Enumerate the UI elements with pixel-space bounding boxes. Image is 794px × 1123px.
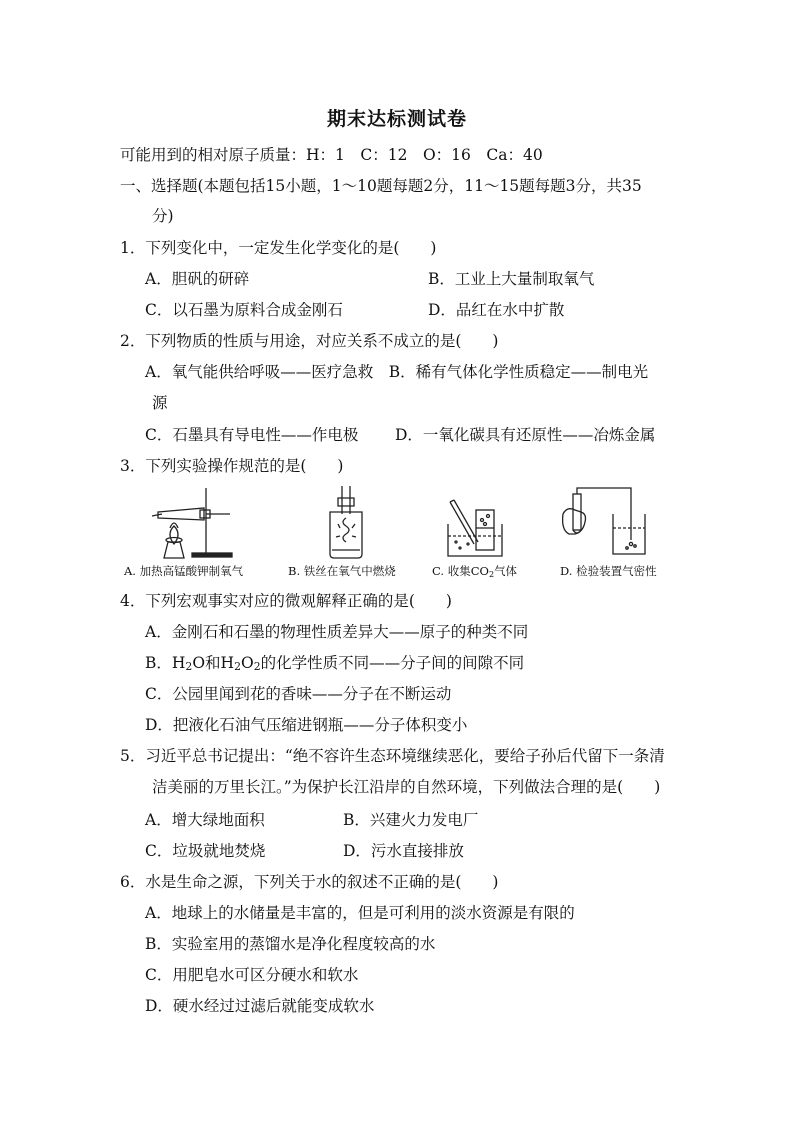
question-1-option-b: B．工业上大量制取氧气	[428, 270, 595, 288]
page-title: 期末达标测试卷	[326, 108, 467, 130]
question-1-option-c: C．以石墨为原料合成金刚石	[145, 301, 343, 319]
figure-a-caption: A. 加热高锰酸钾制氧气	[124, 564, 244, 578]
question-4-option-a: A．金刚石和石墨的物理性质差异大——原子的种类不同	[145, 623, 529, 641]
figure-d-airtightness-check	[555, 484, 655, 562]
question-6-option-b: B．实验室用的蒸馏水是净化程度较高的水	[145, 935, 436, 953]
question-5-option-b: B．兴建火力发电厂	[343, 811, 479, 829]
question-1-option-d: D．品红在水中扩散	[428, 301, 565, 319]
question-2-stem: 2．下列物质的性质与用途，对应关系不成立的是( )	[120, 332, 499, 350]
figure-a-heating-apparatus	[148, 484, 238, 562]
question-4-stem: 4．下列宏观事实对应的微观解释正确的是( )	[120, 592, 452, 610]
question-6-option-d: D．硬水经过过滤后就能变成软水	[145, 997, 375, 1015]
question-5-stem: 5．习近平总书记提出：“绝不容许生态环境继续恶化，要给子孙后代留下一条清	[120, 747, 665, 765]
figure-b-caption: B. 铁丝在氧气中燃烧	[288, 564, 396, 578]
question-6-option-c: C．用肥皂水可区分硬水和软水	[145, 966, 359, 984]
question-3-stem: 3．下列实验操作规范的是( )	[120, 457, 344, 475]
question-1-stem: 1．下列变化中，一定发生化学变化的是( )	[120, 239, 437, 257]
figure-c-gas-collection	[440, 484, 510, 562]
question-5-option-d: D．污水直接排放	[343, 842, 464, 860]
atomic-masses-note: 可能用到的相对原子质量：H：1 C：12 O：16 Ca：40	[120, 146, 543, 164]
question-5-option-c: C．垃圾就地焚烧	[145, 842, 266, 860]
question-2-option-c: C．石墨具有导电性——作电极	[145, 426, 359, 444]
question-1-option-a: A．胆矾的研碎	[145, 270, 250, 288]
question-4-option-d: D．把液化石油气压缩进钢瓶——分子体积变小	[145, 716, 468, 734]
question-6-option-a: A．地球上的水储量是丰富的，但是可利用的淡水资源是有限的	[145, 904, 575, 922]
question-6-stem: 6．水是生命之源，下列关于水的叙述不正确的是( )	[120, 873, 499, 891]
section-heading: 一、选择题(本题包括15小题，1～10题每题2分，11～15题每题3分，共35	[120, 177, 642, 195]
question-4-option-c: C．公园里闻到花的香味——分子在不断运动	[145, 685, 452, 703]
question-5-stem-cont: 洁美丽的万里长江。”为保护长江沿岸的自然环境，下列做法合理的是( )	[152, 778, 661, 796]
figure-c-caption: C. 收集$CO_2$气体	[432, 564, 518, 579]
question-2-option-b-cont: 源	[152, 394, 168, 412]
section-heading-cont: 分)	[152, 207, 174, 225]
question-2-option-d: D．一氧化碳具有还原性——冶炼金属	[395, 426, 656, 444]
question-2-option-ab: A．氧气能供给呼吸——医疗急救 B．稀有气体化学性质稳定——制电光	[145, 363, 649, 381]
question-4-option-b: B．$H_2O$和$H_2O_2$的化学性质不同——分子间的间隙不同	[145, 654, 525, 673]
figure-d-caption: D. 检验装置气密性	[560, 564, 657, 578]
question-5-option-a: A．增大绿地面积	[145, 811, 265, 829]
figure-b-iron-wire-burning	[318, 484, 378, 562]
